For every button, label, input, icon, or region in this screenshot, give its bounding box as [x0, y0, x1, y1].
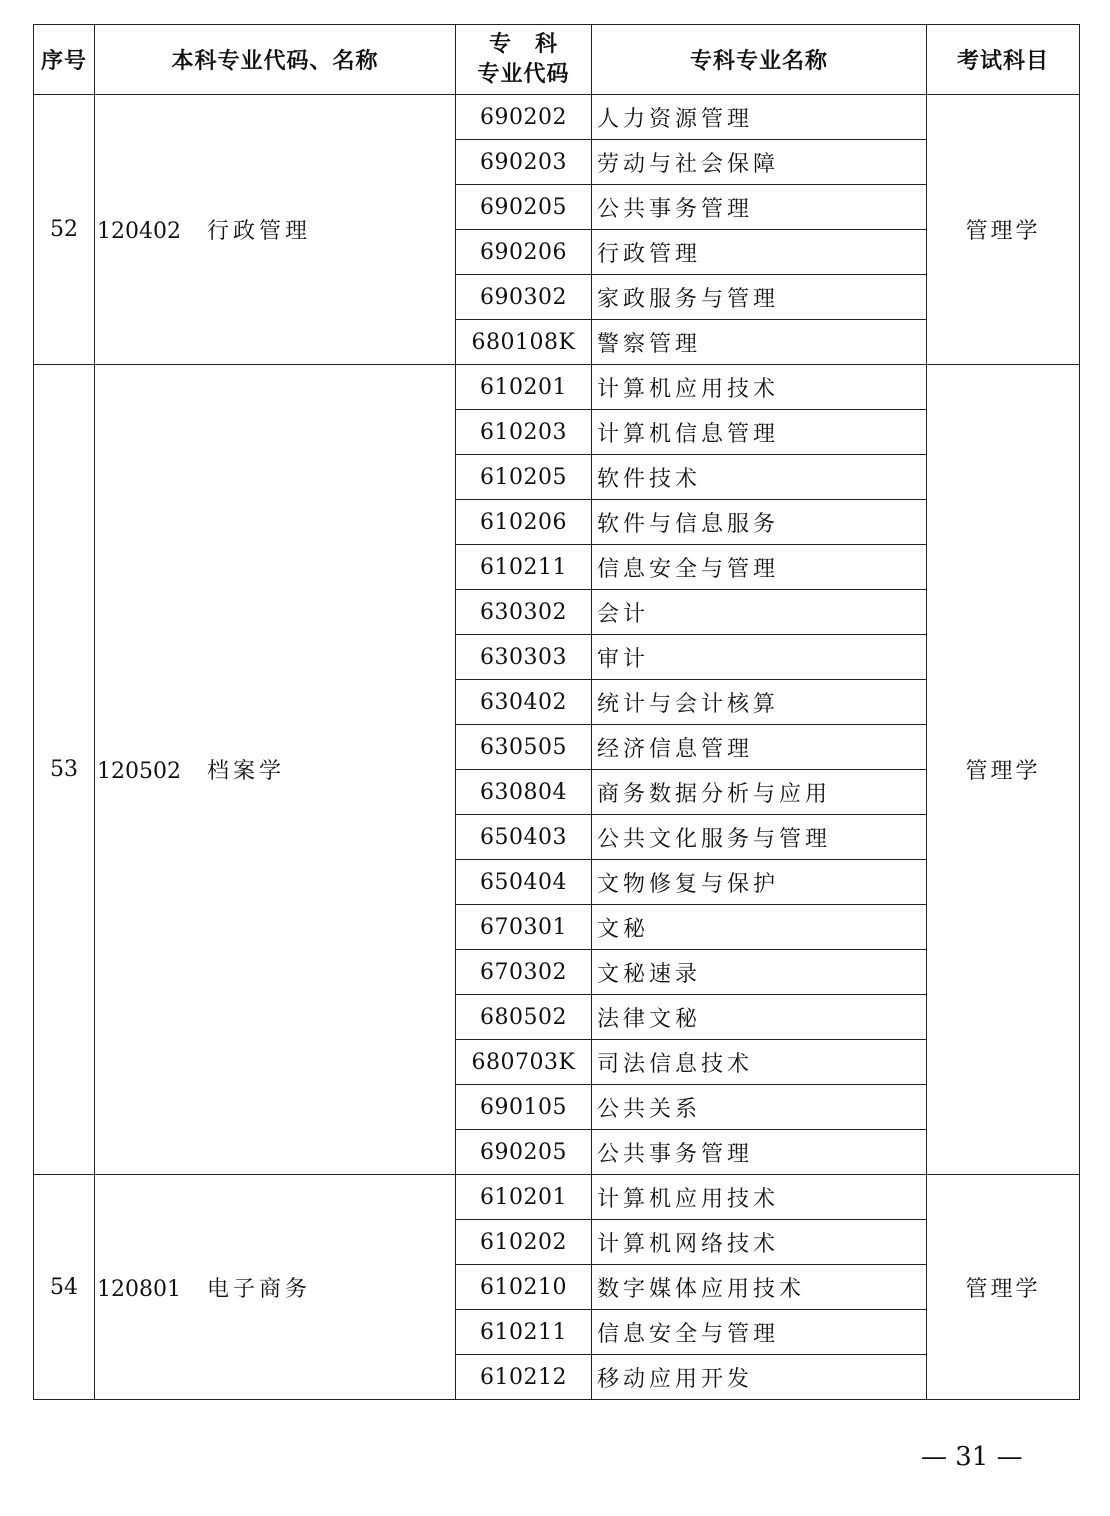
junior-name-cell: 警察管理: [592, 320, 927, 365]
junior-name-cell: 商务数据分析与应用: [592, 770, 927, 815]
bachelor-major-cell: [95, 1175, 456, 1400]
junior-code-cell: 670302: [456, 950, 592, 995]
junior-name-cell: 移动应用开发: [592, 1355, 927, 1400]
junior-code-cell: 630804: [456, 770, 592, 815]
junior-code-cell: 690206: [456, 230, 592, 275]
junior-name-cell: 计算机应用技术: [592, 1175, 927, 1220]
bachelor-major-cell: [95, 365, 456, 1175]
major-table: [33, 24, 1080, 1400]
junior-name-cell: 公共文化服务与管理: [592, 815, 927, 860]
seq-cell: 53: [34, 365, 95, 1175]
bachelor-code: 120502: [97, 759, 181, 784]
header-junior-code-line2: 专业代码: [477, 61, 570, 87]
junior-code-cell: 690302: [456, 275, 592, 320]
table-row: [34, 95, 1080, 140]
junior-code-cell: 610202: [456, 1220, 592, 1265]
junior-code-cell: 610206: [456, 500, 592, 545]
junior-code-cell: 610212: [456, 1355, 592, 1400]
junior-name-cell: 统计与会计核算: [592, 680, 927, 725]
junior-code-cell: 610205: [456, 455, 592, 500]
junior-name-cell: 家政服务与管理: [592, 275, 927, 320]
junior-code-cell: 630302: [456, 590, 592, 635]
header-bachelor: 本科专业代码、名称: [95, 25, 456, 95]
junior-name-cell: 行政管理: [592, 230, 927, 275]
junior-code-cell: 650403: [456, 815, 592, 860]
junior-name-cell: 信息安全与管理: [592, 1310, 927, 1355]
junior-name-cell: 劳动与社会保障: [592, 140, 927, 185]
junior-code-cell: 630303: [456, 635, 592, 680]
junior-name-cell: 数字媒体应用技术: [592, 1265, 927, 1310]
bachelor-code: 120801: [97, 1276, 181, 1302]
header-seq: 序号: [34, 25, 95, 95]
junior-code-cell: 690203: [456, 140, 592, 185]
junior-code-cell: 690205: [456, 185, 592, 230]
header-junior-code: [456, 25, 592, 95]
junior-name-cell: 公共事务管理: [592, 1130, 927, 1175]
junior-name-cell: 计算机应用技术: [592, 365, 927, 410]
junior-name-cell: 信息安全与管理: [592, 545, 927, 590]
seq-cell: 54: [34, 1175, 95, 1400]
bachelor-code: 120402: [97, 219, 181, 244]
junior-name-cell: 法律文秘: [592, 995, 927, 1040]
seq-cell: 52: [34, 95, 95, 365]
junior-name-cell: 公共关系: [592, 1085, 927, 1130]
header-junior-name: 专科专业名称: [592, 25, 927, 95]
junior-code-cell: 690205: [456, 1130, 592, 1175]
junior-code-cell: 680108K: [456, 320, 592, 365]
junior-name-cell: 计算机网络技术: [592, 1220, 927, 1265]
bachelor-name: 电子商务: [206, 1276, 311, 1302]
bachelor-name: 行政管理: [206, 219, 311, 244]
header-subject: 考试科目: [927, 25, 1080, 95]
junior-code-cell: 610201: [456, 1175, 592, 1220]
junior-name-cell: 审计: [592, 635, 927, 680]
header-junior-code-line1: 专 科: [488, 31, 558, 57]
junior-name-cell: 人力资源管理: [592, 95, 927, 140]
junior-code-cell: 680703K: [456, 1040, 592, 1085]
bachelor-name: 档案学: [206, 759, 285, 784]
junior-name-cell: 软件技术: [592, 455, 927, 500]
junior-name-cell: 计算机信息管理: [592, 410, 927, 455]
junior-code-cell: 690105: [456, 1085, 592, 1130]
header-row: [34, 25, 1080, 95]
junior-name-cell: 文秘: [592, 905, 927, 950]
junior-name-cell: 文秘速录: [592, 950, 927, 995]
page-number: — 31 —: [921, 1442, 1023, 1472]
junior-code-cell: 610211: [456, 545, 592, 590]
junior-code-cell: 610211: [456, 1310, 592, 1355]
junior-name-cell: 经济信息管理: [592, 725, 927, 770]
bachelor-major-cell: [95, 95, 456, 365]
exam-subject-cell: 管理学: [927, 1175, 1080, 1400]
junior-name-cell: 会计: [592, 590, 927, 635]
junior-code-cell: 610210: [456, 1265, 592, 1310]
junior-name-cell: 软件与信息服务: [592, 500, 927, 545]
junior-name-cell: 公共事务管理: [592, 185, 927, 230]
exam-subject-cell: 管理学: [927, 95, 1080, 365]
exam-subject-cell: 管理学: [927, 365, 1080, 1175]
junior-code-cell: 650404: [456, 860, 592, 905]
junior-name-cell: 文物修复与保护: [592, 860, 927, 905]
junior-code-cell: 670301: [456, 905, 592, 950]
table-body: [34, 95, 1080, 1400]
junior-code-cell: 610203: [456, 410, 592, 455]
junior-code-cell: 680502: [456, 995, 592, 1040]
junior-code-cell: 610201: [456, 365, 592, 410]
table-row: [34, 365, 1080, 410]
table-row: [34, 1175, 1080, 1220]
junior-name-cell: 司法信息技术: [592, 1040, 927, 1085]
junior-code-cell: 630505: [456, 725, 592, 770]
junior-code-cell: 630402: [456, 680, 592, 725]
junior-code-cell: 690202: [456, 95, 592, 140]
